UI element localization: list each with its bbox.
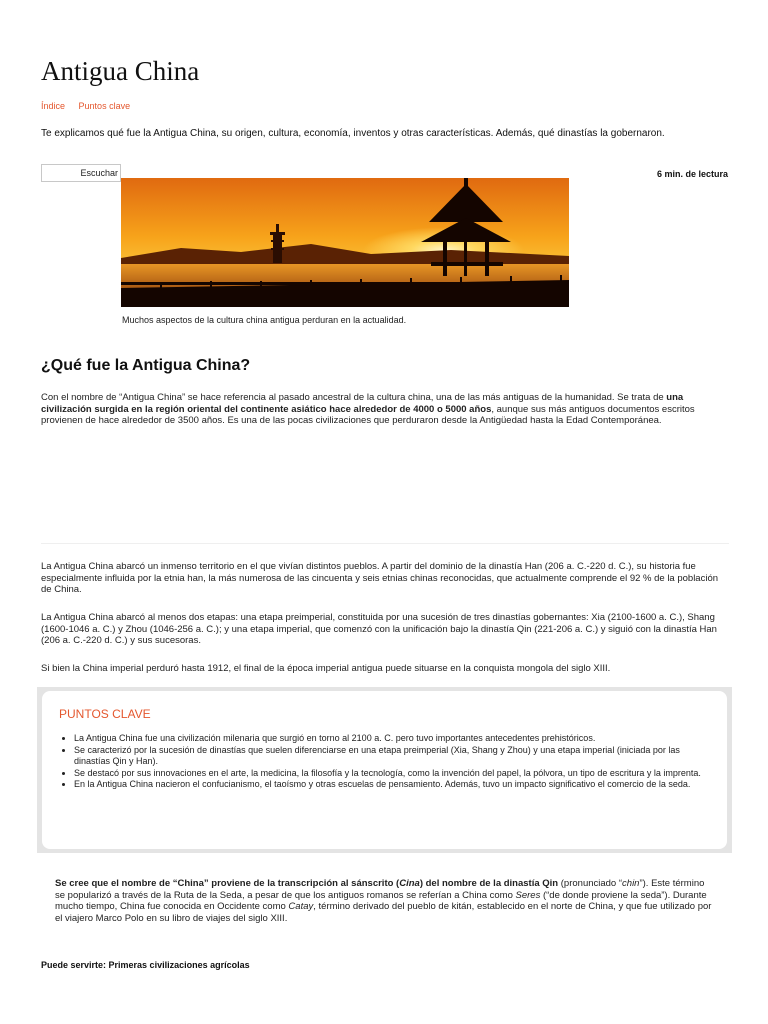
hero-image-pagoda-sunset	[121, 178, 569, 307]
paragraph-intro-highlight: una civilización surgida en la región oriental del continente asiático hace alrededor de 4000 o 5000 años	[41, 392, 684, 415]
key-point-item: • Se caracterizó por la sucesión de dinastías que suelen diferenciarse en una etapa preimperial (Xia, Shang y Zhou) y una etapa imperial (iniciada por las dinastías Qin y Han).	[74, 745, 713, 768]
paragraph-stages: La Antigua China abarcó al menos dos etapas: una etapa preimperial, constituida por una sucesión de tres dinastías gobernantes: Xia (2100-1600 a. C.), Shang (1600-1046 a. C.) y Zhou (1046-256 a. C.); y una etapa imperial, que comenzó con la unificación bajo la dinastía Qin (221-206 a. C.) y siguió con la dinastía Han (206 a. C.-220 d. C.) y sus sucesoras.	[41, 612, 717, 647]
table-of-contents	[41, 101, 141, 111]
listen-button[interactable]: Escuchar	[41, 164, 121, 182]
reading-time: 6 min. de lectura	[656, 169, 728, 179]
lead-paragraph: Te explicamos qué fue la Antigua China, su origen, cultura, economía, inventos y otras características. Además, qué dinastías la gobernaron.	[41, 128, 665, 139]
toc-link-indice[interactable]: Índice	[41, 101, 66, 111]
divider	[41, 543, 729, 544]
key-point-item: • La Antigua China fue una civilización milenaria que surgió en torno al 2100 a. C. pero tuvo importantes antecedentes prehistóricos.	[74, 733, 713, 745]
paragraph-territory: La Antigua China abarcó un inmenso territorio en el que vivían distintos pueblos. A partir del dominio de la dinastía Han (206 a. C.-220 d. C.), su historia fue especialmente influida por la etnia han, la más numerosa de las cincuenta y seis etnias chinas reconocidas, que actualmente comprende el 92 % de la población de China.	[41, 561, 719, 596]
paragraph-end-of-era: Si bien la China imperial perduró hasta 1912, el final de la época imperial antigua puede situarse en la conquista mongola del siglo XIII.	[41, 663, 611, 674]
toc-link-puntos-clave[interactable]: Puntos clave	[78, 101, 131, 111]
key-points-list	[56, 733, 713, 791]
key-point-item: • Se destacó por sus innovaciones en el arte, la medicina, la filosofía y la tecnología, como la invención del papel, la pólvora, un tipo de escritura y la imprenta.	[74, 768, 713, 780]
related-link: Puede servirte: Primeras civilizaciones agrícolas	[41, 960, 250, 970]
note-name-origin: Se cree que el nombre de “China” proviene de la transcripción al sánscrito (Cina) del nombre de la dinastía Qin (pronunciado “chin”). Este término se popularizó a través de la Ruta de la Seda, a pesar de que los antiguos romanos se referían a China como Seres (“de donde proviene la seda”). Durante mucho tiempo, China fue conocida en Occidente como Catay, término derivado del pueblo de kitán, establecido en el norte de China, y que fue utilizado por el viajero Marco Polo en su libro de viajes del siglo XIII.	[55, 878, 712, 924]
key-points-box	[37, 687, 732, 853]
section-heading: ¿Qué fue la Antigua China?	[41, 357, 251, 374]
key-point-item: • En la Antigua China nacieron el confucianismo, el taoísmo y otras escuelas de pensamiento. Además, tuvo un impacto significativo el comercio de la seda.	[74, 779, 713, 791]
image-caption: Muchos aspectos de la cultura china antigua perduran en la actualidad.	[122, 315, 407, 325]
page-title: Antigua China	[41, 56, 200, 86]
paragraph-intro: Con el nombre de “Antigua China” se hace referencia al pasado ancestral de la cultura china, una de las más antiguas de la humanidad. Se trata de una civilización surgida en la región oriental del continente asiático hace alrededor de 4000 o 5000 años, aunque sus más antiguos documentos escritos provienen de hace alrededor de 3500 años. Es una de las pocas civilizaciones que perduraron desde la Antigüedad hasta la Edad Contemporánea.	[41, 392, 695, 427]
key-points-title: PUNTOS CLAVE	[59, 707, 151, 721]
related-article-link[interactable]: Primeras civilizaciones agrícolas	[108, 960, 250, 970]
